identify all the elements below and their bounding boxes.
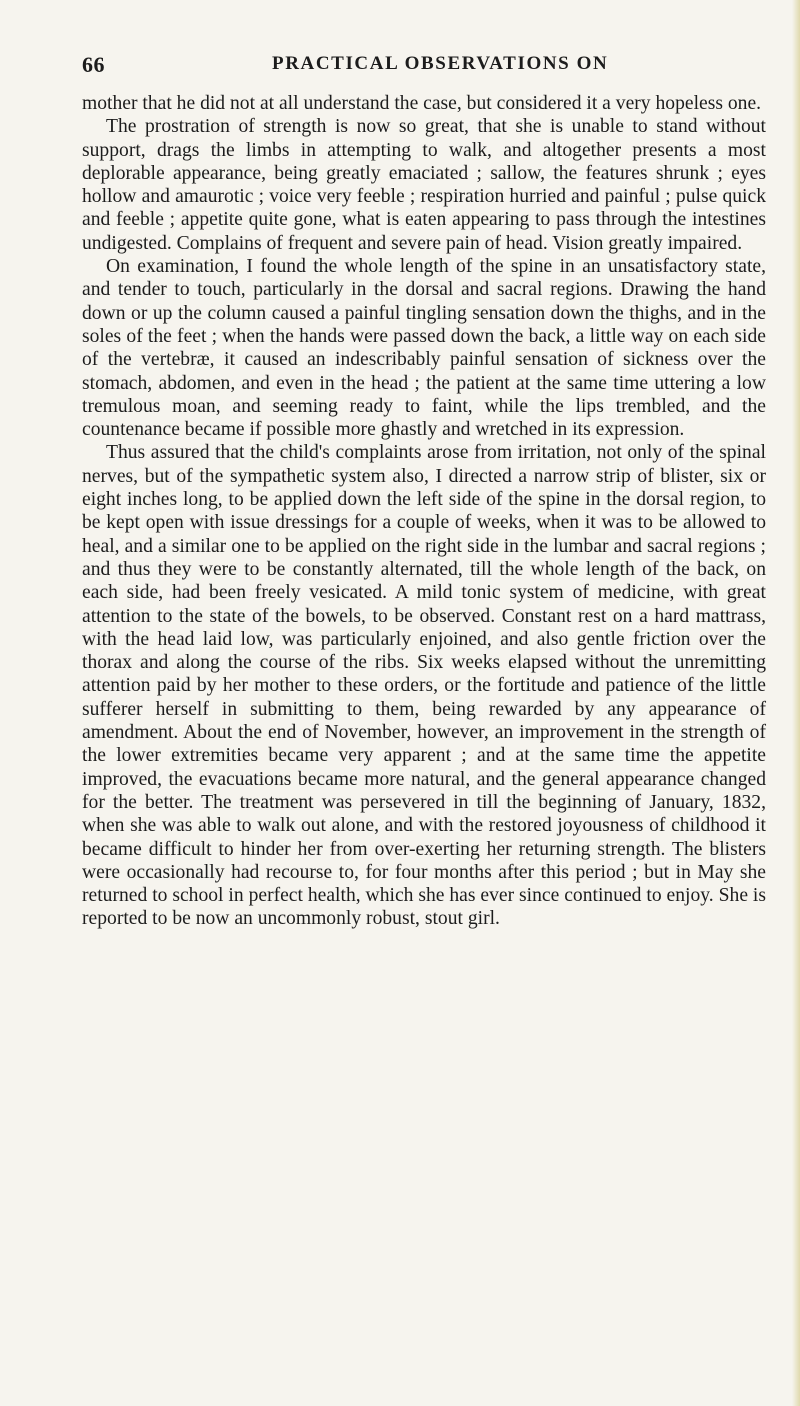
paragraph-symptoms: The prostration of strength is now so great, that she is unable to stand without support, drags the limbs in attempting to walk, and altogether presents a most deplorable appearance, being greatly emaciated ; sallow, the features shrunk ; eyes hollow and amaurotic ; voice very feeble ; respiration hurried and painful ; pulse quick and feeble ; appetite quite gone, what is eaten appearing to pass through the intestines undigested. Complains of frequent and severe pain of head. Vision greatly impaired. (82, 116, 766, 254)
paragraph-continuation: mother that he did not at all understand the case, but considered it a very hopeless one. (82, 93, 762, 114)
body-text (82, 92, 766, 931)
page-number: 66 (82, 52, 105, 77)
paragraph-examination: On examination, I found the whole length of the spine in an unsatisfactory state, and tender to touch, particularly in the dorsal and sacral regions. Drawing the hand down or up the column caused a painful tingling sensation down the thighs, and in the soles of the feet ; when the hands were passed down the back, a little way on each side of the vertebræ, it caused an indescribably painful sensation of sickness over the stomach, abdomen, and even in the head ; the patient at the same time uttering a low tremulous moan, and seeming ready to faint, while the lips trembled, and the countenance became if possible more ghastly and wretched in its expression. (82, 256, 766, 441)
running-head-title: PRACTICAL OBSERVATIONS ON (272, 53, 609, 74)
page-edge-shadow (792, 0, 800, 1406)
paragraph-treatment: Thus assured that the child's complaints arose from irritation, not only of the spinal nerves, but of the sympathetic system also, I directed a narrow strip of blister, six or eight inches long, to be applied down the left side of the spine in the dorsal region, to be kept open with issue dressings for a couple of weeks, when it was to be allowed to heal, and a similar one to be applied on the right side in the lumbar and sacral regions ; and thus they were to be constantly alternated, till the whole length of the back, on each side, had been freely vesicated. A mild tonic system of medicine, with great attention to the state of the bowels, to be observed. Constant rest on a hard mattrass, with the head laid low, was particularly enjoined, and also gentle friction over the thorax and along the course of the ribs. Six weeks elapsed without the unremitting attention paid by her mother to these orders, or the fortitude and patience of the little sufferer herself in submitting to them, being rewarded by any appearance of amendment. About the end of November, however, an improvement in the strength of the lower extremities became very apparent ; and at the same time the appetite improved, the evacuations became more natural, and the general appearance changed for the better. The treatment was persevered in till the beginning of January, 1832, when she was able to walk out alone, and with the restored joyousness of childhood it became difficult to hinder her from over-exerting her returning strength. The blisters were occasionally had recourse to, for four months after this period ; but in May she returned to school in perfect health, which she has ever since continued to enjoy. She is reported to be now an uncommonly robust, stout girl. (82, 442, 766, 930)
running-head (82, 52, 762, 82)
